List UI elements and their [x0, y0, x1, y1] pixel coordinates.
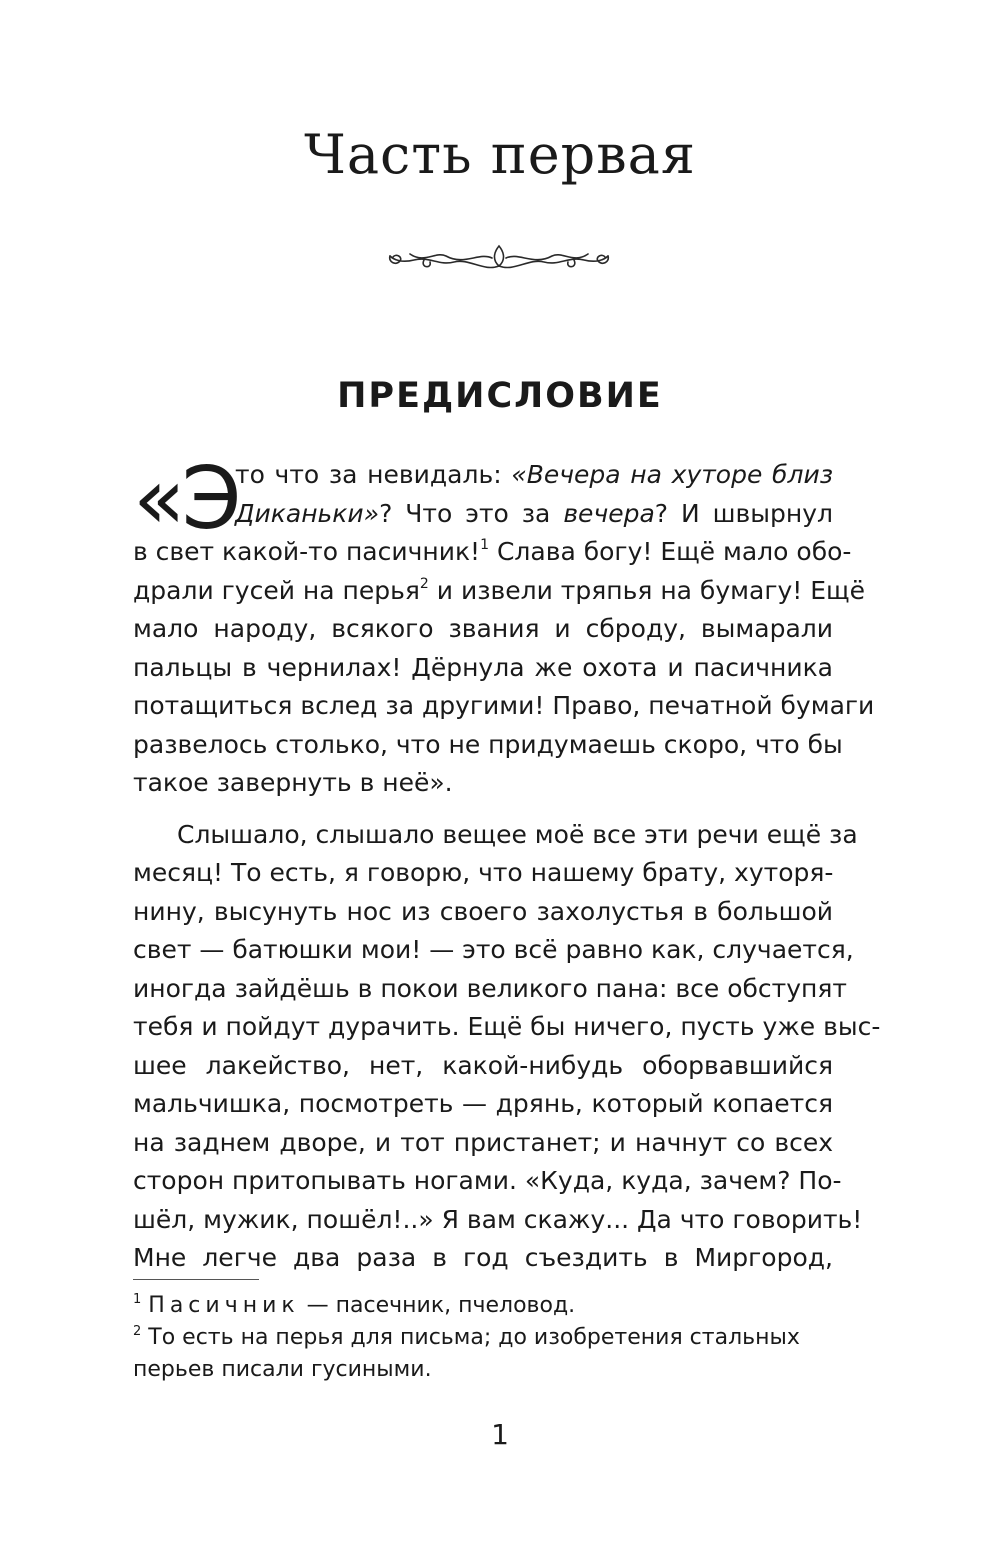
italic-span: Диканьки»: [235, 498, 380, 528]
text-span: драли гусей на перья: [133, 575, 420, 605]
text-line: на заднем дворе, и тот пристанет; и начнут со всех: [133, 1127, 833, 1157]
text-span: то что за невидаль:: [235, 460, 512, 489]
footnote-2: [133, 1322, 833, 1354]
footnote-text: — пасечник, пчеловод.: [299, 1293, 576, 1318]
footnote-number: 2: [133, 1324, 142, 1339]
footnotes: [133, 1290, 833, 1386]
text-line: нину, высунуть нос из своего захолустья в большой: [133, 896, 833, 926]
footnote-ref: 1: [480, 537, 490, 553]
text-line: иногда зайдёшь в покои великого пана: все обступят: [133, 973, 847, 1003]
italic-span: «Вечера на хуторе близ: [511, 460, 833, 489]
text-line: [133, 533, 852, 572]
text-line: Мне легче два раза в год съездить в Миргород,: [133, 1243, 833, 1272]
text-line: [133, 572, 865, 611]
text-line: развелось столько, что не придумаешь скоро, что бы: [133, 729, 843, 759]
flourish-ornament-icon: [384, 238, 614, 278]
paragraph-2: [133, 816, 881, 1278]
footnote-term: Пасичник: [148, 1293, 300, 1318]
italic-span: вечера: [563, 498, 655, 528]
text-span: Слава богу! Ещё мало обо-: [489, 537, 852, 566]
text-line: шее лакейство, нет, какой-нибудь оборвавшийся: [133, 1050, 833, 1080]
part-title: Часть первая: [304, 123, 696, 186]
footnote-divider: [133, 1279, 259, 1280]
text-line: пальцы в чернилах! Дёрнула же охота и пасичника: [133, 652, 833, 682]
text-line: мальчишка, посмотреть — дрянь, который копается: [133, 1089, 833, 1118]
page-number: 1: [491, 1418, 509, 1451]
text-line: [133, 495, 833, 534]
text-line: мало народу, всякого звания и сброду, вымарали: [133, 614, 833, 643]
text-line: тебя и пойдут дурачить. Ещё бы ничего, пусть уже выс-: [133, 1012, 881, 1041]
text-span: и извели тряпья на бумагу! Ещё: [428, 575, 865, 605]
text-line: сторон притопывать ногами. «Куда, куда, зачем? По-: [133, 1166, 842, 1195]
chapter-title: ПРЕДИСЛОВИЕ: [337, 376, 663, 416]
text-span: ? Что это за: [379, 498, 564, 528]
text-line: шёл, мужик, пошёл!..» Я вам скажу... Да что говорить!: [133, 1204, 863, 1234]
text-line: потащиться вслед за другими! Право, печатной бумаги: [133, 691, 875, 720]
main-text: [133, 449, 881, 1278]
text-span: ? И швырнул: [654, 498, 834, 528]
footnote-2-cont: перьев писали гусиными.: [133, 1357, 432, 1382]
text-line: Слышало, слышало вещее моё все эти речи ещё за: [177, 819, 858, 849]
footnote-1: [133, 1290, 833, 1322]
dropcap: «Э: [133, 449, 238, 549]
text-line: такое завернуть в неё».: [133, 768, 453, 797]
footnote-text: То есть на перья для письма; до изобретения стальных: [141, 1325, 800, 1350]
text-line: месяц! То есть, я говорю, что нашему брату, хуторя-: [133, 858, 834, 887]
footnote-ref: 2: [419, 575, 429, 592]
text-line: [133, 456, 833, 495]
text-line: свет — батюшки мои! — это всё равно как, случается,: [133, 935, 854, 964]
footnote-number: 1: [133, 1292, 142, 1307]
paragraph-1: [133, 449, 875, 803]
text-span: в свет какой-то пасичник!: [133, 537, 481, 566]
